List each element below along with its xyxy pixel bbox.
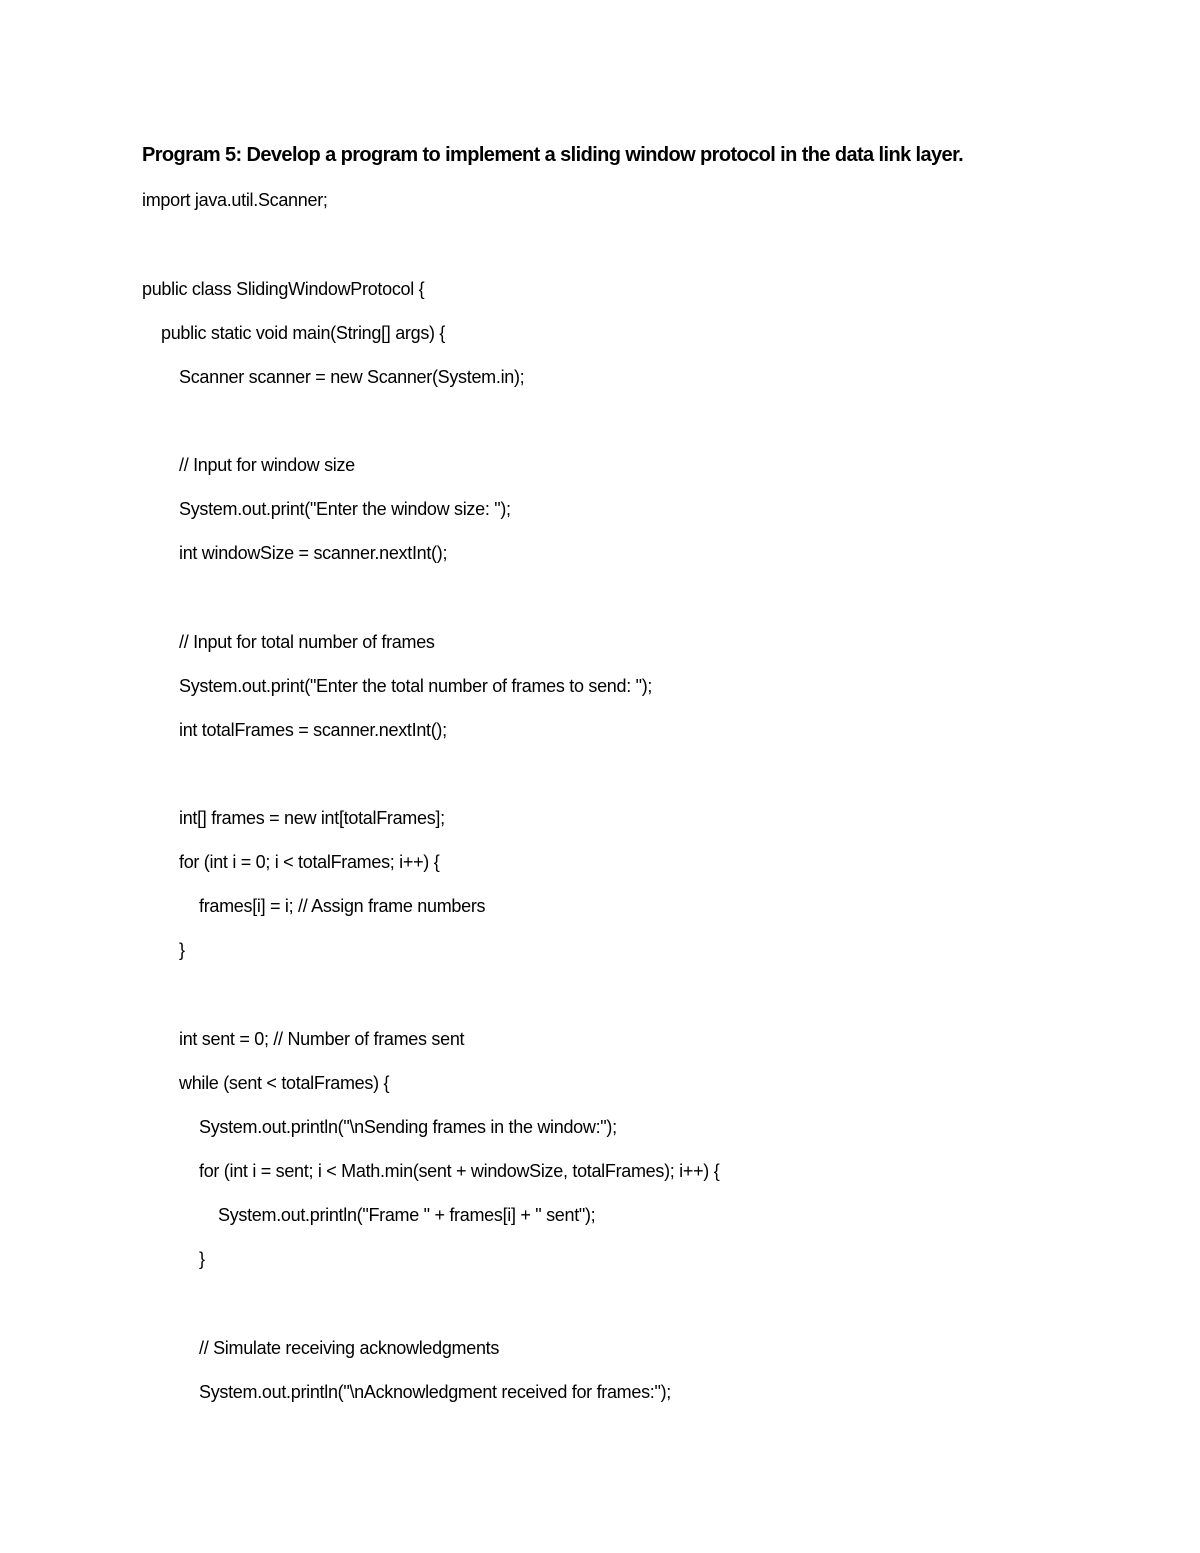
code-line-sent-init: int sent = 0; // Number of frames sent: [179, 1029, 465, 1049]
code-line-close-inner-for: }: [199, 1249, 205, 1269]
code-line-inner-for: for (int i = sent; i < Math.min(sent + windowSize, totalFrames); i++) {: [199, 1161, 720, 1181]
code-line-main-decl: public static void main(String[] args) {: [161, 323, 446, 343]
code-line-print-ack: System.out.println("\nAcknowledgment received for frames:");: [199, 1382, 671, 1402]
code-line-print-sending: System.out.println("\nSending frames in the window:");: [199, 1117, 617, 1137]
code-line-while-loop: while (sent < totalFrames) {: [179, 1073, 390, 1093]
code-line-assign-frames: frames[i] = i; // Assign frame numbers: [199, 896, 486, 916]
code-line-window-size: int windowSize = scanner.nextInt();: [179, 543, 448, 563]
code-line-comment-ack: // Simulate receiving acknowledgments: [199, 1338, 500, 1358]
program-title: Program 5: Develop a program to implement a sliding window protocol in the data link layer.: [142, 144, 964, 166]
code-line-total-frames: int totalFrames = scanner.nextInt();: [179, 720, 447, 740]
code-line-close-for: }: [179, 940, 185, 960]
code-line-comment-window: // Input for window size: [179, 455, 355, 475]
code-line-frames-array: int[] frames = new int[totalFrames];: [179, 808, 445, 828]
code-line-import: import java.util.Scanner;: [142, 190, 328, 210]
code-line-class-decl: public class SlidingWindowProtocol {: [142, 279, 425, 299]
code-line-scanner: Scanner scanner = new Scanner(System.in);: [179, 367, 525, 387]
code-line-print-window: System.out.print("Enter the window size: ");: [179, 499, 511, 519]
code-line-print-frames: System.out.print("Enter the total number of frames to send: ");: [179, 676, 653, 696]
code-line-for-loop: for (int i = 0; i < totalFrames; i++) {: [179, 852, 440, 872]
code-line-comment-frames: // Input for total number of frames: [179, 632, 435, 652]
code-line-print-frame-sent: System.out.println("Frame " + frames[i] + " sent");: [218, 1205, 596, 1225]
